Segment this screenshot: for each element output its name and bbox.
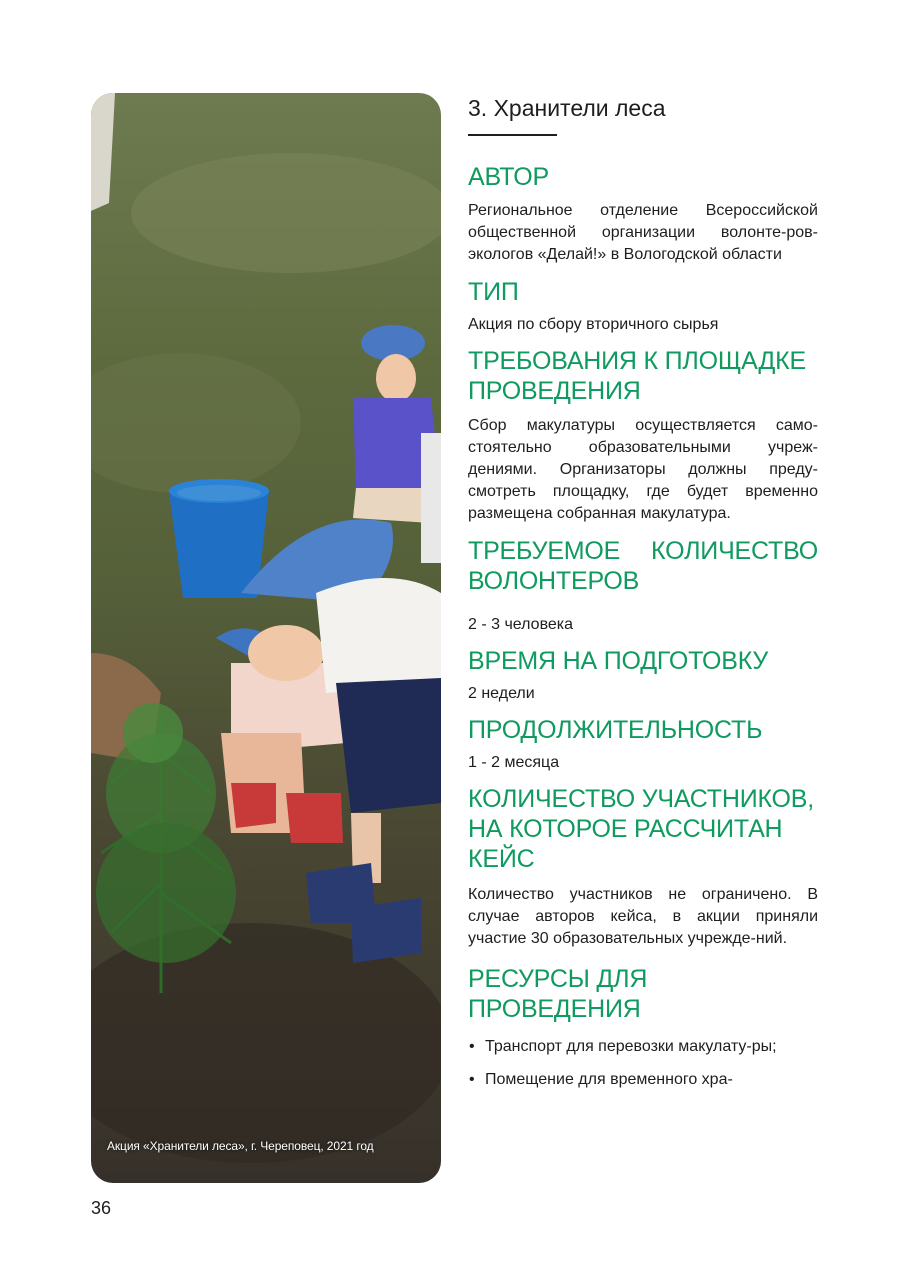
case-title: 3. Хранители леса (468, 95, 666, 121)
section-author (468, 162, 818, 266)
photo-illustration (91, 93, 441, 1183)
section-text: Региональное отделение Всероссийской общественной организации волонте-ров-экологов «Делай!» в Вологодской области (468, 202, 818, 263)
event-photo (91, 93, 441, 1183)
case-column (468, 92, 818, 1091)
section-volunteers (468, 536, 818, 636)
section-heading: ТРЕБУЕМОЕ КОЛИЧЕСТВО (468, 537, 818, 565)
section-duration (468, 715, 818, 774)
section-heading-line2: ВОЛОНТЕРОВ (468, 567, 640, 595)
section-heading: ВРЕМЯ НА ПОДГОТОВКУ (468, 647, 769, 675)
title-underline (468, 134, 557, 136)
photo-caption: Акция «Хранители леса», г. Череповец, 2021 год (107, 1139, 374, 1153)
section-text: 2 недели (468, 685, 535, 702)
section-heading: АВТОР (468, 163, 549, 191)
section-text: 2 - 3 человека (468, 616, 574, 633)
list-item: • Помещение для временного хра- (468, 1069, 818, 1091)
section-prep (468, 646, 818, 705)
section-text: Сбор макулатуры осуществляется само-стоятельно образовательными учреж-дениями. Организаторы должны преду-смотреть площадку, где будет временно размещена собранная макулатура. (468, 417, 818, 522)
section-heading: РЕСУРСЫ ДЛЯ ПРОВЕДЕНИЯ (468, 965, 648, 1023)
section-heading: ТРЕБОВАНИЯ К ПЛОЩАДКЕ ПРОВЕДЕНИЯ (468, 347, 806, 405)
section-type (468, 277, 818, 336)
list-item: • Транспорт для перевозки макулату-ры; (468, 1036, 818, 1058)
section-text: 1 - 2 месяца (468, 754, 560, 771)
section-resources (468, 964, 818, 1091)
section-participants (468, 784, 818, 950)
resource-list (468, 1036, 818, 1091)
section-text: Количество участников не ограничено. В случае авторов кейса, в акции приняли участие 30 образовательных учрежде-ний. (468, 886, 818, 947)
section-site (468, 346, 818, 525)
section-heading: ПРОДОЛЖИТЕЛЬНОСТЬ (468, 716, 763, 744)
section-text: Акция по сбору вторичного сырья (468, 316, 719, 333)
section-heading: ТИП (468, 278, 519, 306)
page-number: 36 (91, 1198, 112, 1218)
section-heading: КОЛИЧЕСТВО УЧАСТНИКОВ, НА КОТОРОЕ РАССЧИТАН КЕЙС (468, 785, 815, 873)
